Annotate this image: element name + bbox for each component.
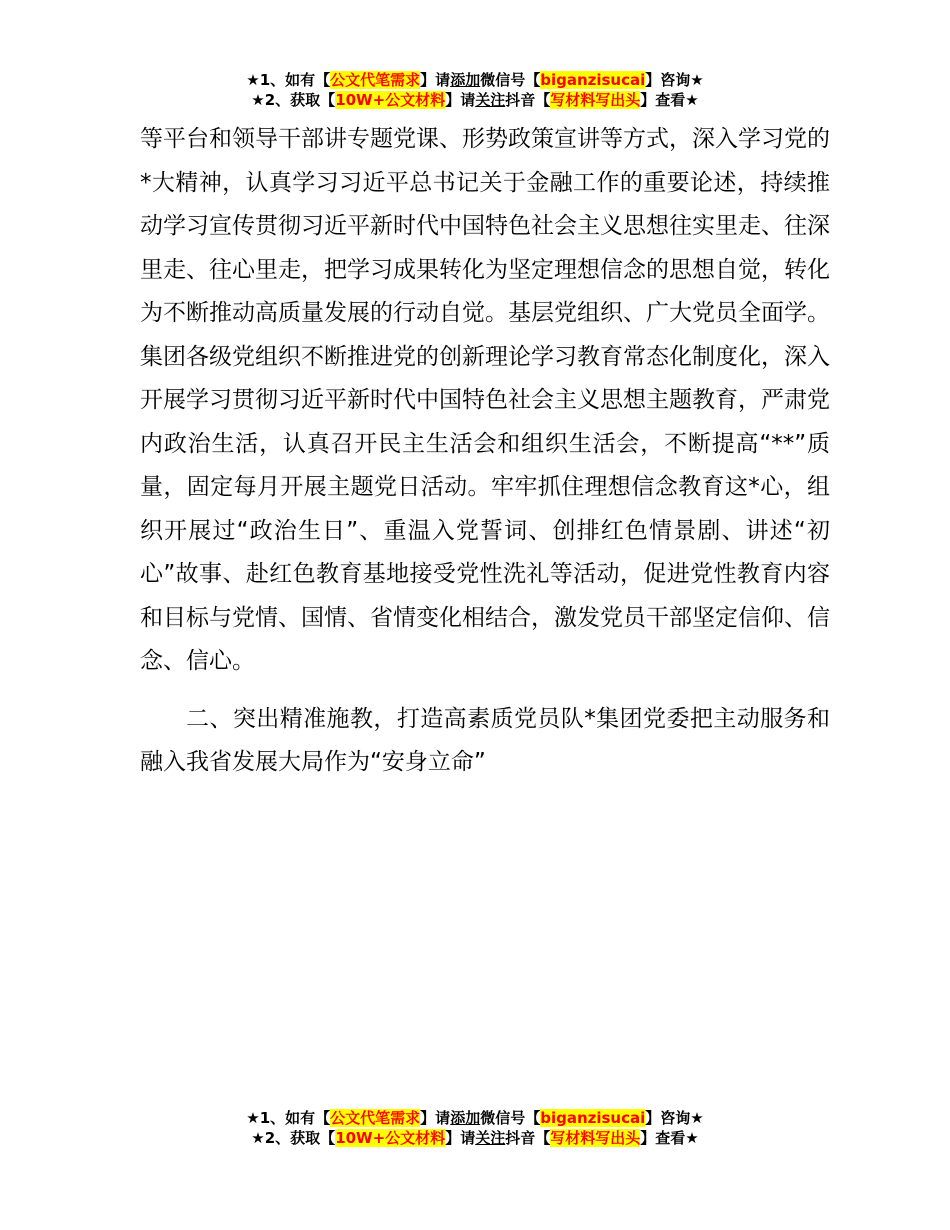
banner-text: 】请 <box>420 71 451 89</box>
footer-banner <box>0 1108 950 1148</box>
banner-highlight: 10W+公文材料 <box>335 1129 446 1147</box>
body-paragraph-2: 二、突出精准施教，打造高素质党员队*集团党委把主动服务和融入我省发展大局作为“安身立命” <box>140 705 830 775</box>
banner-highlight: 写材料写出头 <box>550 91 641 109</box>
banner-text: ★1、如有【 <box>246 71 331 89</box>
banner-text: ★2、获取【 <box>251 91 336 109</box>
banner-text: 微信号【 <box>480 71 541 89</box>
banner-line-2 <box>0 90 950 110</box>
banner-highlight: 10W+公文材料 <box>335 91 446 109</box>
document-body <box>140 118 830 785</box>
banner-highlight: 公文代笔需求 <box>330 1109 421 1127</box>
banner-text: 】请 <box>420 1109 451 1127</box>
banner-text: 】查看★ <box>640 1129 699 1147</box>
banner-text: ★2、获取【 <box>251 1129 336 1147</box>
banner-highlight: 写材料写出头 <box>550 1129 641 1147</box>
banner-text: 微信号【 <box>480 1109 541 1127</box>
banner-text: 】查看★ <box>640 91 699 109</box>
banner-underlined: 关注 <box>475 91 506 109</box>
banner-underlined: 添加 <box>450 1109 481 1127</box>
body-paragraph-1: 等平台和领导干部讲专题党课、形势政策宣讲等方式，深入学习党的*大精神，认真学习习近平总书记关于金融工作的重要论述，持续推动学习宣传贯彻习近平新时代中国特色社会主义思想往实里走、往深里走、往心里走，把学习成果转化为坚定理想信念的思想自觉，转化为不断推动高质量发展的行动自觉。基层党组织、广大党员全面学。集团各级党组织不断推进党的创新理论学习教育常态化制度化，深入开展学习贯彻习近平新时代中国特色社会主义思想主题教育，严肃党内政治生活，认真召开民主生活会和组织生活会，不断提高“**”质量，固定每月开展主题党日活动。牢牢抓住理想信念教育这*心，组织开展过“政治生日”、重温入党誓词、创排红色情景剧、讲述“初心”故事、赴红色教育基地接受党性洗礼等活动，促进党性教育内容和目标与党情、国情、省情变化相结合，激发党员干部坚定信仰、信念、信心。 <box>140 126 830 674</box>
banner-highlight: 公文代笔需求 <box>330 71 421 89</box>
banner-text: 抖音【 <box>505 1129 551 1147</box>
banner-text: ★1、如有【 <box>246 1109 331 1127</box>
banner-line-1 <box>0 70 950 90</box>
banner-line-1 <box>0 1108 950 1128</box>
banner-text: 】咨询★ <box>645 71 704 89</box>
banner-text: 】请 <box>445 91 476 109</box>
header-banner <box>0 70 950 110</box>
banner-highlight: biganzisucai <box>540 71 646 89</box>
banner-highlight: biganzisucai <box>540 1109 646 1127</box>
banner-text: 抖音【 <box>505 91 551 109</box>
banner-underlined: 关注 <box>475 1129 506 1147</box>
banner-text: 】请 <box>445 1129 476 1147</box>
banner-underlined: 添加 <box>450 71 481 89</box>
banner-line-2 <box>0 1128 950 1148</box>
banner-text: 】咨询★ <box>645 1109 704 1127</box>
